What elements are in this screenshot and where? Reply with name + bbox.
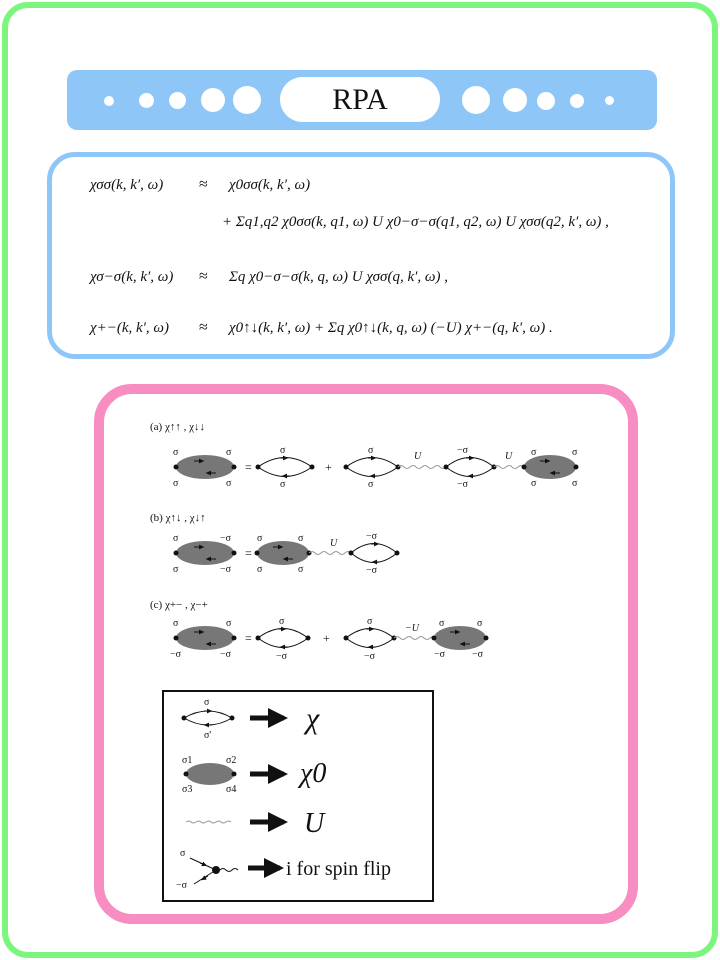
- sigma-label: σ: [257, 564, 263, 575]
- eq3-rhs: χ0↑↓(k, k′, ω) + Σq χ0↑↓(k, q, ω) (−U) χ+−(q, k′, ω) .: [229, 320, 553, 336]
- sigma-label: σ: [367, 616, 373, 627]
- minus-sigma-label: −σ: [220, 649, 232, 660]
- minus-sigma-label: −σ: [170, 649, 182, 660]
- sigma-label: σ: [173, 447, 179, 458]
- legend-chi: χ: [306, 702, 320, 735]
- sigma4-label: σ4: [226, 784, 237, 795]
- eq3-lhs: χ+−(k, k′, ω): [90, 320, 170, 336]
- minus-sigma-label: −σ: [366, 565, 378, 576]
- sigma-label: σ: [279, 616, 285, 627]
- sigma-label: σ: [531, 478, 537, 489]
- chi-blob-b2: [255, 541, 312, 565]
- interaction-line: [394, 637, 436, 640]
- sigma-label: σ: [477, 618, 483, 629]
- sigma2-label: σ2: [226, 755, 237, 766]
- equals-sign: =: [245, 546, 252, 560]
- minus-sigma-label: −σ: [472, 649, 484, 660]
- minus-sigma-label: −σ: [176, 880, 188, 891]
- sigma-label: σ: [226, 478, 232, 489]
- sigma-label: σ: [572, 447, 578, 458]
- section-a-label: (a) χ↑↑ , χ↓↓: [150, 421, 205, 433]
- sigma-label: σ: [173, 478, 179, 489]
- legend-u: U: [304, 808, 325, 839]
- sigma-label: σ: [173, 618, 179, 629]
- legend-blob: [184, 763, 237, 785]
- interaction-line: [398, 466, 446, 469]
- sigma1-label: σ1: [182, 755, 193, 766]
- spin-flip-vertex: [190, 858, 238, 884]
- eq2-approx: ≈: [199, 268, 208, 285]
- sigma-label: σ: [280, 445, 286, 456]
- sigma-label: σ: [180, 848, 186, 859]
- section-b-label: (b) χ↑↓ , χ↓↑: [150, 512, 206, 524]
- sigma-label: σ: [226, 618, 232, 629]
- eq1-rhs-b: + Σq1,q2 χ0σσ(k, q1, ω) U χ0−σ−σ(q1, q2, ω) U χσσ(q2, k′, ω) ,: [222, 214, 609, 230]
- page-title: RPA: [280, 77, 440, 122]
- sigma-label: σ: [531, 447, 537, 458]
- bubble-a3: [444, 458, 497, 477]
- minus-sigma-label: −σ: [364, 651, 376, 662]
- sigma-label: σ: [368, 479, 374, 490]
- plus-sign: +: [323, 631, 330, 645]
- sigma3-label: σ3: [182, 784, 193, 795]
- eq1-rhs-a: χ0σσ(k, k′, ω): [229, 177, 311, 193]
- bubble-c2: [344, 629, 397, 648]
- eq3-approx: ≈: [199, 319, 208, 336]
- u-label: U: [505, 451, 513, 462]
- minus-sigma-label: −σ: [276, 651, 288, 662]
- bubble-a1: [256, 458, 315, 477]
- sigma-label: σ: [298, 533, 304, 544]
- sigma-label: σ: [439, 618, 445, 629]
- minus-sigma-label: −σ: [220, 564, 232, 575]
- minus-sigma-label: −σ: [457, 445, 469, 456]
- legend-bubble: [182, 711, 235, 725]
- sigma-label: σ: [298, 564, 304, 575]
- eq2-rhs: Σq χ0−σ−σ(k, q, ω) U χσσ(q, k′, ω) ,: [229, 269, 448, 285]
- minus-sigma-label: −σ: [366, 531, 378, 542]
- chi-blob-a-end: [522, 455, 579, 479]
- sigma-label: σ: [204, 697, 210, 708]
- minus-sigma-label: −σ: [457, 479, 469, 490]
- sigma-label: σ: [572, 478, 578, 489]
- u-label: U: [414, 451, 422, 462]
- sigma-label: σ: [226, 447, 232, 458]
- bubble-b: [349, 544, 400, 563]
- chi-blob-c2: [432, 626, 489, 650]
- plus-sign: +: [325, 460, 332, 474]
- interaction-line: [494, 466, 524, 469]
- chi-blob-c: [174, 626, 237, 650]
- sigma-label: σ: [173, 564, 179, 575]
- sigma-label: σ: [280, 479, 286, 490]
- legend-box: [162, 690, 434, 902]
- sigma-label: σ: [173, 533, 179, 544]
- sigma-label: σ: [257, 533, 263, 544]
- wavy-line-icon: [186, 821, 231, 823]
- chi-blob-b: [174, 541, 237, 565]
- bubble-c1: [256, 629, 311, 648]
- interaction-line: [309, 552, 351, 555]
- sigma-label: σ: [368, 445, 374, 456]
- minus-sigma-label: −σ: [220, 533, 232, 544]
- minus-u-label: −U: [405, 623, 419, 634]
- section-c-label: (c) χ+− , χ−+: [150, 599, 208, 611]
- sigma-prime-label: σ': [204, 730, 212, 741]
- equals-sign: =: [245, 460, 252, 474]
- eq2-lhs: χσ−σ(k, k′, ω): [90, 269, 174, 285]
- chi-blob-a: [174, 455, 237, 479]
- legend-chi0: χ0: [300, 758, 327, 789]
- minus-sigma-label: −σ: [434, 649, 446, 660]
- eq1-approx: ≈: [199, 176, 208, 193]
- bubble-a2: [344, 458, 401, 477]
- legend-spin-flip: i for spin flip: [286, 858, 391, 880]
- u-label: U: [330, 538, 338, 549]
- eq1-lhs: χσσ(k, k′, ω): [90, 177, 164, 193]
- equals-sign: =: [245, 631, 252, 645]
